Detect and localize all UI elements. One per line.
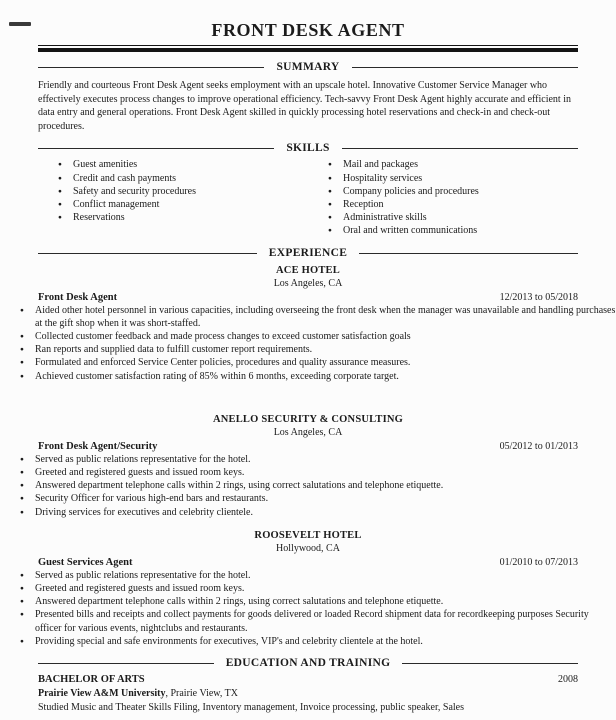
- skills-columns: [38, 158, 578, 237]
- job-bullet: ● Served as public relations representative for the hotel.: [20, 453, 616, 466]
- title-rule-thin: [38, 45, 578, 46]
- skills-column-left: [38, 158, 308, 237]
- title-rule-thick: [38, 48, 578, 52]
- skill-item: ● Reservations: [58, 211, 308, 224]
- skill-item: ● Mail and packages: [328, 158, 578, 171]
- heading-rule-left: [38, 253, 257, 254]
- education-heading-label: EDUCATION AND TRAINING: [225, 657, 391, 670]
- job-title: Guest Services Agent: [38, 556, 133, 568]
- job-bullet: ● Answered department telephone calls within 2 rings, using correct salutations and telephone etiquette.: [20, 595, 616, 608]
- job-dates: 05/2012 to 01/2013: [499, 440, 578, 452]
- company-location: Los Angeles, CA: [273, 277, 343, 289]
- skills-section-heading: [38, 142, 578, 155]
- skill-item: ● Company policies and procedures: [328, 185, 578, 198]
- education-school: Prairie View A&M University: [38, 688, 166, 700]
- job-bullet: ● Formulated and enforced Service Center policies, procedures and quality assurance measures.: [20, 356, 616, 369]
- experience-heading-label: EXPERIENCE: [268, 246, 348, 259]
- job-bullet-list: [0, 304, 616, 383]
- job-bullet: ● Driving services for executives and celebrity clientele.: [20, 506, 616, 519]
- job-bullet: ● Achieved customer satisfaction rating of 85% within 6 months, exceeding corporate target.: [20, 370, 616, 383]
- company-name: ACE HOTEL: [276, 264, 340, 276]
- job-bullet-list: [0, 453, 616, 519]
- skill-item: ● Credit and cash payments: [58, 172, 308, 185]
- job-header: [38, 291, 578, 304]
- job-bullet: ● Greeted and registered guests and issued room keys.: [20, 466, 616, 479]
- page-title: FRONT DESK AGENT: [211, 20, 405, 40]
- education-header: [38, 673, 578, 687]
- skill-item: ● Oral and written communications: [328, 224, 578, 237]
- experience-section-heading: [38, 247, 578, 260]
- job-bullet: ● Security Officer for various high-end bars and restaurants.: [20, 492, 616, 505]
- heading-rule-left: [38, 663, 214, 664]
- skills-column-right: [308, 158, 578, 237]
- job-dates: 12/2013 to 05/2018: [499, 291, 578, 303]
- job-bullet: ● Greeted and registered guests and issued room keys.: [20, 582, 616, 595]
- job-bullet: ● Collected customer feedback and made process changes to exceed customer satisfaction goals: [20, 330, 616, 343]
- job-entry: [0, 413, 616, 519]
- company-location: Los Angeles, CA: [273, 426, 343, 438]
- company-location: Hollywood, CA: [276, 542, 340, 554]
- company-name: ROOSEVELT HOTEL: [254, 529, 362, 541]
- job-entry: [0, 529, 616, 648]
- heading-rule-right: [352, 67, 578, 68]
- summary-heading-label: SUMMARY: [276, 61, 340, 73]
- job-header: [38, 440, 578, 453]
- section-spacer: [0, 519, 616, 525]
- skill-item: ● Conflict management: [58, 198, 308, 211]
- education-section-heading: [38, 657, 578, 670]
- heading-rule-right: [342, 148, 578, 149]
- skill-item: ● Safety and security procedures: [58, 185, 308, 198]
- heading-rule-left: [38, 67, 264, 68]
- job-dates: 01/2010 to 07/2013: [499, 556, 578, 568]
- summary-text: Friendly and courteous Front Desk Agent seeks employment with an upscale hotel. Innovative Customer Service Manager who effectively executes process changes to improve operational efficiency. Tech-savvy Front Desk Agent highly accurate and efficient in data entry and general operations. Front Desk Agent skilled in quickly processing hotel reservations and check-in and check-out procedures.: [38, 80, 571, 132]
- corner-artifact: [9, 22, 31, 26]
- heading-rule-right: [359, 253, 578, 254]
- job-title: Front Desk Agent: [38, 291, 118, 303]
- skill-item: ● Guest amenities: [58, 158, 308, 171]
- skill-item: ● Hospitality services: [328, 172, 578, 185]
- education-details: Studied Music and Theater Skills Filing, Inventory management, Invoice processing, public speaker, Sales: [38, 702, 464, 714]
- resume-page: [0, 20, 616, 720]
- summary-section-heading: [38, 61, 578, 74]
- section-spacer: [0, 383, 616, 409]
- education-school-location: , Prairie View, TX: [165, 688, 239, 700]
- job-bullet: ● Providing special and safe environments for executives, VIP's and celebrity clientele at the hotel.: [20, 635, 616, 648]
- skills-heading-label: SKILLS: [286, 142, 330, 155]
- company-name: ANELLO SECURITY & CONSULTING: [212, 413, 404, 425]
- skill-item: ● Administrative skills: [328, 211, 578, 224]
- job-bullet: ● Aided other hotel personnel in various capacities, including overseeing the front desk when the manager was unavailable and handling purchases at the gift shop when it was short-staffed.: [20, 304, 616, 330]
- job-bullet: ● Ran reports and supplied data to fulfill customer report requirements.: [20, 343, 616, 356]
- skills-list-left: [38, 158, 308, 224]
- heading-rule-right: [402, 663, 578, 664]
- job-bullet: ● Presented bills and receipts and collect payments for goods delivered or loaded Record shipment data for recordkeeping purposes Security officer for various events, nightclubs and restaurants.: [20, 608, 616, 634]
- job-bullet: ● Answered department telephone calls within 2 rings, using correct salutations and telephone etiquette.: [20, 479, 616, 492]
- job-bullet: ● Served as public relations representative for the hotel.: [20, 569, 616, 582]
- skill-item: ● Reception: [328, 198, 578, 211]
- job-title: Front Desk Agent/Security: [38, 440, 158, 452]
- skills-list-right: [308, 158, 578, 237]
- job-entry: [0, 264, 616, 383]
- education-year: 2008: [558, 674, 578, 686]
- education-school-line: [38, 687, 578, 701]
- job-header: [38, 556, 578, 569]
- heading-rule-left: [38, 148, 274, 149]
- education-degree: BACHELOR OF ARTS: [38, 674, 145, 686]
- job-bullet-list: [0, 569, 616, 648]
